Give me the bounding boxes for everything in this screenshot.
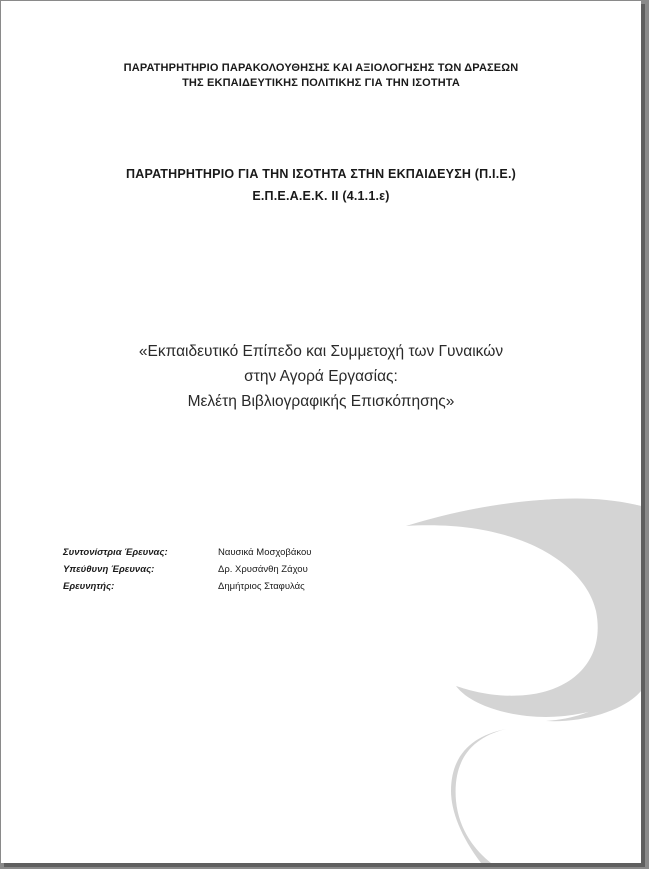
credit-role-researcher: Ερευνητής: [63,581,115,592]
page-shadow [641,4,645,866]
title-line-2: στην Αγορά Εργασίας: [244,368,398,385]
observatory-line-1: ΠΑΡΑΤΗΡΗΤΗΡΙΟ ΓΙΑ ΤΗΝ ΙΣΟΤΗΤΑ ΣΤΗΝ ΕΚΠΑΙΔΕΥΣΗ (Π.Ι.Ε.) [126,167,516,181]
credit-role-lead: Υπεύθυνη Έρευνας: [63,564,155,575]
swirl-logo-icon [1,1,641,863]
credit-name-researcher: Δημήτριος Σταφυλάς [218,581,305,592]
credit-role-coordinator: Συντονίστρια Έρευνας: [63,547,168,558]
header-line-2: ΤΗΣ ΕΚΠΑΙΔΕΥΤΙΚΗΣ ΠΟΛΙΤΙΚΗΣ ΓΙΑ ΤΗΝ ΙΣΟΤΗΤΑ [182,77,460,89]
title-line-3: Μελέτη Βιβλιογραφικής Επισκόπησης» [187,393,455,410]
observatory-line-2: Ε.Π.Ε.Α.Ε.Κ. ΙΙ (4.1.1.ε) [252,189,390,203]
title-line-1: «Εκπαιδευτικό Επίπεδο και Συμμετοχή των Γυναικών [138,343,504,360]
document-page [1,1,641,863]
credit-name-coordinator: Ναυσικά Μοσχοβάκου [218,547,312,558]
header-line-1: ΠΑΡΑΤΗΡΗΤΗΡΙΟ ΠΑΡΑΚΟΛΟΥΘΗΣΗΣ ΚΑΙ ΑΞΙΟΛΟΓΗΣΗΣ ΤΩΝ ΔΡΑΣΕΩΝ [123,62,519,74]
credit-name-lead: Δρ. Χρυσάνθη Ζάχου [218,564,308,575]
page-shadow [4,863,645,867]
